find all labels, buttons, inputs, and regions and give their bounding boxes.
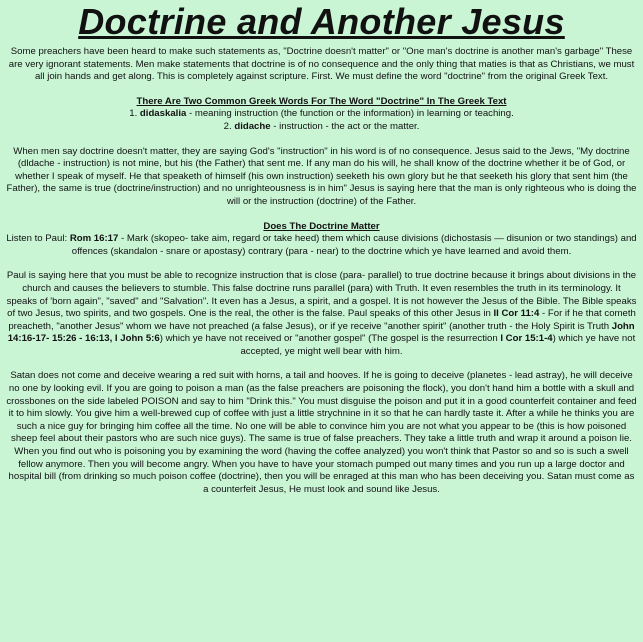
doctrine-matter-paragraph xyxy=(6,233,637,258)
doctrine-matter-heading: Does The Doctrine Matter xyxy=(263,220,380,232)
intro-paragraph: Some preachers have been heard to make such statements as, "Doctrine doesn't matter" or "One man's doctrine is another man's garbage" These are very ignorant statements. Men make statements that doctrine is of no consequence and the only thing that maties is that as Christians, we must all join hands and get along. This is completely against scripture. First. We must define the word "doctrine" from the original Greek Text. xyxy=(8,46,635,83)
scripture-reference: I Cor 15:1-4 xyxy=(500,333,553,345)
greek-word: didaskalia xyxy=(139,108,187,120)
body-text: Paul is saying here that you must be able to recognize instruction that is close (para- parallel) to true doctrine because it brings about divisions in the church and causes the believers to stumble. This false doctrine runs parallel (para) with Truth. It even resembles the truth in its terminology. It speaks of 'born again", "saved" and "Salvation". It even has a Jesus, a spirit, and a gospel. It is not however the Jesus of the Bible. The Bible speaks of two Jesus, two spirits, and two gospels. One is the real, the other is the false. Paul speaks of this other Jesus in xyxy=(6,270,637,320)
poison-analogy-paragraph: Satan does not come and deceive wearing a red suit with horns, a tail and hooves. If he is going to deceive (planetes - lead astray), he will deceive no one by looking evil. If you are going to poison a man (as the false preachers are poisoning the flock), you don't hand him a bottle with a skull and crossbones on the side labeled POISON and say to him "Drink this." You must disguise the poison and put it in a good counterfeit container and feed it to him slowly. You give him a well-brewed cup of coffee with just a little strychnine in it so that he can hardly taste it. After a while he thinks you are such a nice guy for bringing him coffee all the time. No one will be able to convince him you are not what you appear to be (this is how poisoned sheep feel about their pastors who are such nice guys). The same is true of false preachers. They take a little truth and wrap it around a poison lie. When you find out who is poisoning you by examining the word (having the coffee analyzed) you won't think that Pastor so and so is such a swell fellow anymore. Then you will become angry. When you have to have your stomach pumped out many times and you run up a large doctor and hospital bill (from drinking so much poison coffee (doctrine), then you will be enraged at this man who has been deceiving you. Satan must come as a counterfeit Jesus, He must look and sound like Jesus. xyxy=(6,370,637,495)
greek-definition: - meaning instruction (the function or the information) in learning or teaching. xyxy=(186,108,514,120)
item-number: 2. xyxy=(223,120,232,132)
body-text: ) which ye have not received or "another gospel" (The gospel is the resurrection xyxy=(159,333,501,345)
greek-definition: - instruction - the act or the matter. xyxy=(270,120,420,132)
page-title: Doctrine and Another Jesus xyxy=(78,1,565,42)
greek-word-item-2 xyxy=(6,121,637,134)
item-number: 1. xyxy=(129,108,138,120)
spacer xyxy=(6,258,637,270)
lead-text: Listen to Paul: xyxy=(6,233,70,245)
scripture-reference: II Cor 11:4 xyxy=(493,308,540,320)
another-jesus-paragraph xyxy=(6,270,637,358)
body-text: - Mark (skopeo- take aim, regard or take heed) them which cause divisions (dichostasis — disunion or two standings) and offences (skandalon - snare or apostasy) contrary (para - near) to the doctrine which ye have learned and avoid them. xyxy=(71,233,637,257)
greek-word: didache xyxy=(234,120,271,132)
scripture-reference: Rom 16:17 xyxy=(69,233,119,245)
greek-word-item-1 xyxy=(6,108,637,121)
spacer xyxy=(6,209,637,221)
doctrine-instruction-paragraph: When men say doctrine doesn't matter, they are saying God's "instruction" in his word is of no consequence. Jesus said to the Jews, "My doctrine (dldache - instruction) is not mine, but his (the Father) that sent me. If any man do his will, he shall know of the doctrine whether it be of God, or whether I speak of myself. He that speaketh of himself (his own instruction) seeketh his own glory but he that seeketh his glory that sent him (the Father), the same is true (doctrine/instruction) and no unrighteousness is in him" Jesus is saying here that the man is only righteous who is doing the will or the instruction (doctrine) of the Father. xyxy=(6,145,637,207)
body-text: ) which ye have not accepted, ye might well bear with him. xyxy=(240,333,636,357)
spacer xyxy=(6,134,637,146)
scripture-reference: John 14:16-17- 15:26 - 16:13, I John 5:6 xyxy=(7,320,635,345)
body-text: - For if he that cometh preacheth, "another Jesus" whom we have not preached (a false Jesus), or if ye receive "another spirit" (another truth - the Holy Spirit is Truth xyxy=(8,308,636,332)
spacer xyxy=(6,84,637,96)
spacer xyxy=(6,358,637,370)
greek-words-heading: There Are Two Common Greek Words For The Word "Doctrine" In The Greek Text xyxy=(136,95,507,107)
